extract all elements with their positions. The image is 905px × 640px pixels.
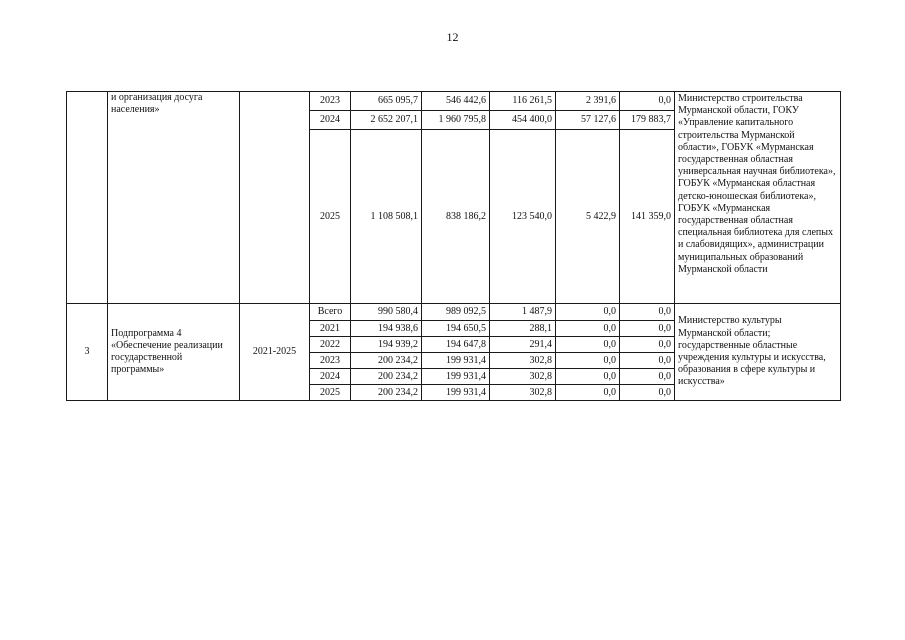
responsible-cell: Министерство культуры Мурманской области; государственные областные учреждения культуры и искусства, образования в сфере культуры и искусства» <box>675 304 841 401</box>
value-regional: 194 650,5 <box>422 321 490 337</box>
value-other: 0,0 <box>620 337 675 353</box>
value-local: 0,0 <box>556 385 620 401</box>
value-regional: 199 931,4 <box>422 385 490 401</box>
value-federal: 302,8 <box>490 353 556 369</box>
value-federal: 454 400,0 <box>490 111 556 130</box>
value-other: 0,0 <box>620 304 675 321</box>
value-federal: 302,8 <box>490 369 556 385</box>
row-number-cell <box>67 92 108 304</box>
program-name-cell: и организация досуга населения» <box>108 92 240 304</box>
value-local: 0,0 <box>556 321 620 337</box>
value-total: 200 234,2 <box>351 385 422 401</box>
value-other: 141 359,0 <box>620 130 675 304</box>
value-other: 0,0 <box>620 369 675 385</box>
value-regional: 199 931,4 <box>422 369 490 385</box>
year-cell: 2023 <box>310 353 351 369</box>
value-total: 194 938,6 <box>351 321 422 337</box>
value-total: 2 652 207,1 <box>351 111 422 130</box>
value-regional: 199 931,4 <box>422 353 490 369</box>
value-other: 0,0 <box>620 385 675 401</box>
value-local: 0,0 <box>556 304 620 321</box>
value-local: 2 391,6 <box>556 92 620 111</box>
value-total: 194 939,2 <box>351 337 422 353</box>
value-other: 0,0 <box>620 353 675 369</box>
year-cell: 2024 <box>310 369 351 385</box>
value-local: 0,0 <box>556 353 620 369</box>
table-row <box>67 304 841 321</box>
value-federal: 1 487,9 <box>490 304 556 321</box>
value-regional: 838 186,2 <box>422 130 490 304</box>
year-cell: 2025 <box>310 130 351 304</box>
value-total: 200 234,2 <box>351 353 422 369</box>
value-federal: 291,4 <box>490 337 556 353</box>
value-other: 0,0 <box>620 92 675 111</box>
value-other: 0,0 <box>620 321 675 337</box>
value-regional: 546 442,6 <box>422 92 490 111</box>
value-federal: 288,1 <box>490 321 556 337</box>
table-row <box>67 92 841 111</box>
year-cell: Всего <box>310 304 351 321</box>
page-number: 12 <box>446 30 459 44</box>
year-cell: 2021 <box>310 321 351 337</box>
period-cell <box>240 92 310 304</box>
row-number-cell: 3 <box>67 304 108 401</box>
value-total: 200 234,2 <box>351 369 422 385</box>
value-local: 0,0 <box>556 369 620 385</box>
value-federal: 123 540,0 <box>490 130 556 304</box>
year-cell: 2024 <box>310 111 351 130</box>
responsible-cell: Министерство строительства Мурманской области, ГОКУ «Управление капитального строительства Мурманской области», ГОБУК «Мурманская государственная областная универсальная научная библиотека», ГОБУК «Мурманская областная детско-юношеская библиотека», ГОБУК «Мурманская государственная областная специальная библиотека для слепых и слабовидящих», администрации муниципальных образований Мурманской области <box>675 92 841 304</box>
value-regional: 1 960 795,8 <box>422 111 490 130</box>
year-cell: 2025 <box>310 385 351 401</box>
value-local: 57 127,6 <box>556 111 620 130</box>
year-cell: 2022 <box>310 337 351 353</box>
value-total: 990 580,4 <box>351 304 422 321</box>
value-regional: 989 092,5 <box>422 304 490 321</box>
value-other: 179 883,7 <box>620 111 675 130</box>
value-total: 665 095,7 <box>351 92 422 111</box>
period-cell: 2021-2025 <box>240 304 310 401</box>
value-local: 0,0 <box>556 337 620 353</box>
value-local: 5 422,9 <box>556 130 620 304</box>
value-regional: 194 647,8 <box>422 337 490 353</box>
year-cell: 2023 <box>310 92 351 111</box>
value-federal: 116 261,5 <box>490 92 556 111</box>
program-name-cell: Подпрограмма 4 «Обеспечение реализации государственной программы» <box>108 304 240 401</box>
value-federal: 302,8 <box>490 385 556 401</box>
budget-table <box>66 91 841 401</box>
value-total: 1 108 508,1 <box>351 130 422 304</box>
